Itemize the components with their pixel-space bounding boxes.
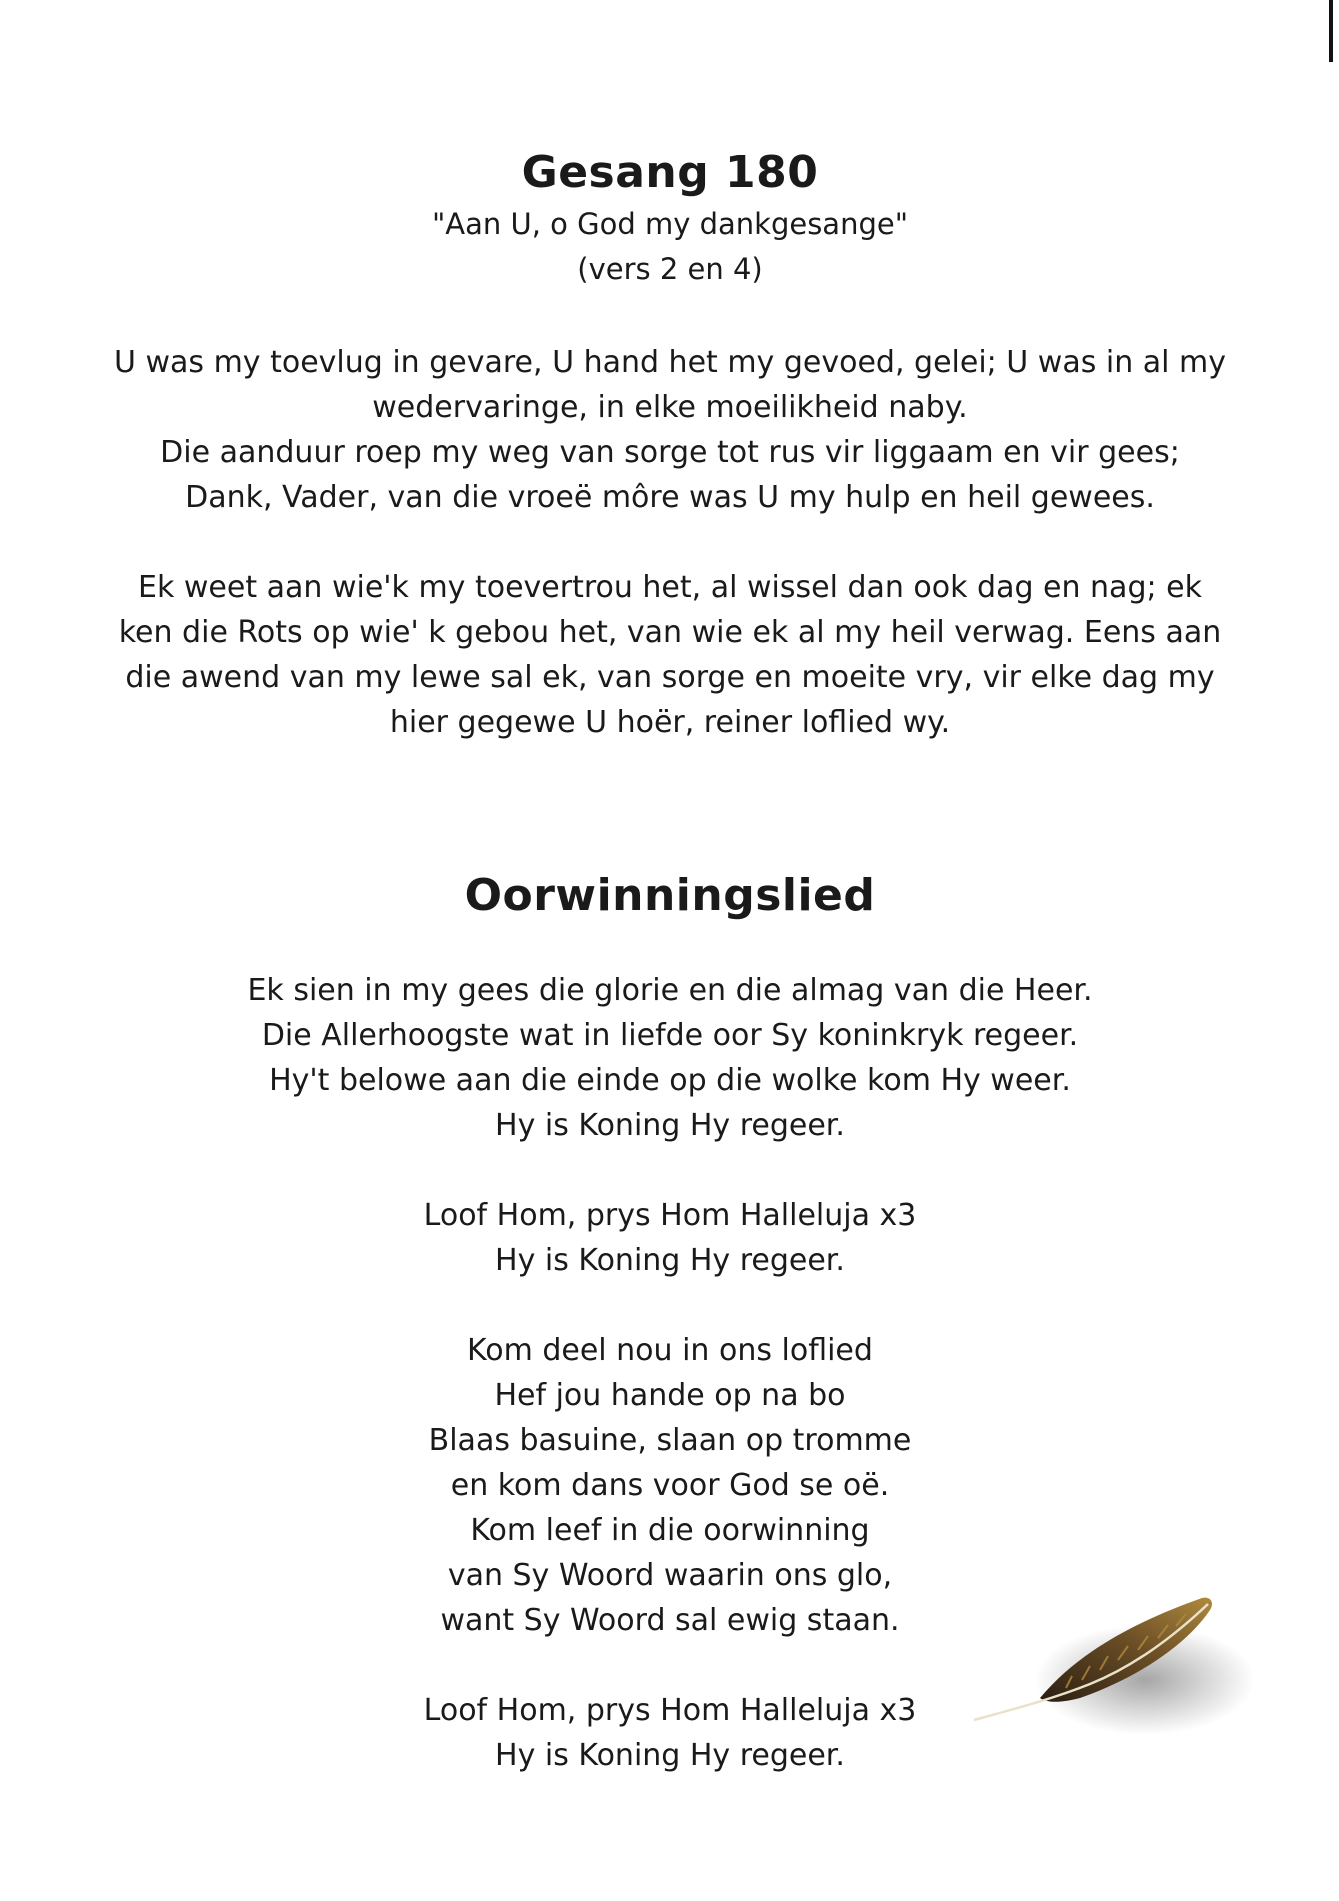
verse-line: ken die Rots op wie' k gebou het, van wie ek al my heil verwag. Eens aan [118,615,1222,650]
verse-line: die awend van my lewe sal ek, van sorge en moeite vry, vir elke dag my [125,660,1215,695]
lyric-line: Kom deel nou in ons loflied [467,1333,873,1368]
hymn-verses-note: (vers 2 en 4) [577,252,763,286]
lyric-line: Kom leef in die oorwinning [470,1513,870,1548]
song-title: Oorwinningslied [464,870,876,921]
lyric-line: Loof Hom, prys Hom Halleluja x3 [423,1198,917,1233]
lyric-line: Hy is Koning Hy regeer. [495,1738,845,1773]
verse-line: U was my toevlug in gevare, U hand het my gevoed, gelei; U was in al my [114,345,1226,380]
lyric-line: Ek sien in my gees die glorie en die almag van die Heer. [247,973,1093,1008]
hymn-subtitle: "Aan U, o God my dankgesange" [431,207,909,241]
verse-line: Dank, Vader, van die vroeë môre was U my hulp en heil gewees. [185,480,1155,515]
lyric-line: want Sy Woord sal ewig staan. [440,1603,900,1638]
lyric-line: van Sy Woord waarin ons glo, [447,1558,893,1593]
hymn-verse-b [80,565,1260,745]
verse-line: hier gegewe U hoër, reiner loflied wy. [389,705,951,740]
verse-line: Ek weet aan wie'k my toevertrou het, al wissel dan ook dag en nag; ek [138,570,1202,605]
lyric-line: Hy is Koning Hy regeer. [495,1243,845,1278]
lyric-line: Hy't belowe aan die einde op die wolke kom Hy weer. [269,1063,1071,1098]
feather-icon [970,1580,1260,1760]
lyric-line: Hy is Koning Hy regeer. [495,1108,845,1143]
verse-line: Die aanduur roep my weg van sorge tot rus vir liggaam en vir gees; [160,435,1180,470]
hymn-verses [80,340,1260,790]
lyric-line: Loof Hom, prys Hom Halleluja x3 [423,1693,917,1728]
lyric-line: Blaas basuine, slaan op tromme [428,1423,912,1458]
lyric-line: Hef jou hande op na bo [494,1378,846,1413]
hymn-title: Gesang 180 [521,147,819,198]
page-edge-mark [1329,0,1333,62]
lyric-line: Die Allerhoogste wat in liefde oor Sy koninkryk regeer. [261,1018,1079,1053]
verse-line: wedervaringe, in elke moeilikheid naby. [372,390,968,425]
song-chorus-1 [80,1193,1260,1283]
lyric-line: en kom dans voor God se oë. [450,1468,890,1503]
hymn-verse-a [80,340,1260,520]
hymn-subtitle-block [80,202,1260,292]
song-stanza-1 [80,968,1260,1148]
